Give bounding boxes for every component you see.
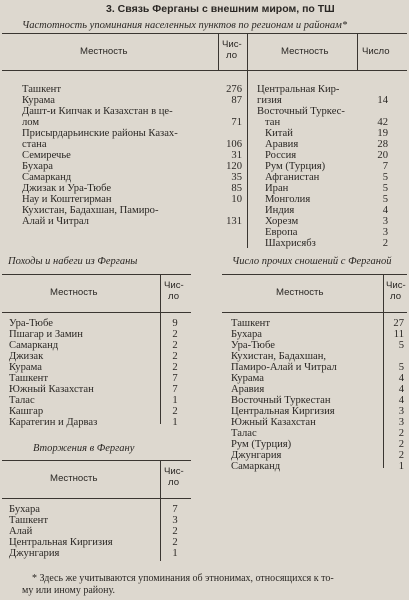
place-cell: Самарканд (9, 340, 59, 351)
count-cell: 5 (382, 183, 388, 194)
count-cell: 7 (382, 161, 388, 172)
count-column (166, 504, 184, 559)
count-cell: 42 (377, 117, 388, 128)
count-cell: 1 (172, 417, 178, 428)
count-cell: 2 (398, 439, 404, 450)
table-rule (222, 312, 407, 313)
header-place: Местность (80, 46, 128, 57)
place-cell: гизия (257, 95, 282, 106)
place-cell: Аравия (265, 139, 299, 150)
count-cell (212, 205, 242, 216)
count-cell: 120 (226, 161, 242, 172)
count-cell: 5 (398, 340, 404, 351)
place-column (231, 318, 337, 472)
count-cell: 7 (172, 373, 178, 384)
place-cell: Пшагар и Замин (9, 329, 83, 340)
count-cell: 2 (398, 450, 404, 461)
place-cell: Джунгария (9, 548, 60, 559)
place-cell: Восточный Туркестан (231, 395, 331, 406)
count-cell: 5 (382, 172, 388, 183)
column-rule (247, 33, 248, 248)
count-cell: 5 (398, 362, 404, 373)
table-rule (2, 498, 191, 499)
place-cell: Присырдарьинские районы Казах- (22, 128, 178, 139)
count-cell: 28 (377, 139, 388, 150)
place-column (9, 504, 113, 559)
column-rule (160, 460, 161, 561)
count-cell: 2 (398, 428, 404, 439)
count-cell (368, 106, 388, 117)
count-cell: 35 (231, 172, 242, 183)
count-cell: 31 (231, 150, 242, 161)
place-cell: Ташкент (22, 84, 61, 95)
count-cell: 14 (377, 95, 388, 106)
place-cell: Китай (265, 128, 293, 139)
place-cell: Кухистан, Бадахшан, (231, 351, 327, 362)
count-cell: 2 (172, 340, 178, 351)
count-cell: 2 (172, 526, 178, 537)
count-cell: 20 (377, 150, 388, 161)
header-count: ло (168, 291, 180, 302)
count-cell: 3 (398, 406, 404, 417)
place-cell: Центральная Кир- (257, 84, 340, 95)
count-cell: 85 (231, 183, 242, 194)
place-cell: Джизак и Ура-Тюбе (22, 183, 112, 194)
count-cell: 131 (226, 216, 242, 227)
main-table-subtitle: Частотность упоминания населенных пунктов по регионам и районам* (22, 20, 348, 31)
count-cell: 7 (172, 504, 178, 515)
place-cell: Ташкент (9, 515, 48, 526)
place-cell: Памиро-Алай и Читрал (231, 362, 337, 373)
place-cell: Дашт-и Кипчак и Казахстан в це- (22, 106, 173, 117)
count-column (386, 318, 404, 472)
table-rule (2, 274, 191, 275)
place-cell: Россия (265, 150, 297, 161)
header-place: Местность (50, 287, 98, 298)
place-cell: Алай и Читрал (22, 216, 89, 227)
column-rule (160, 274, 161, 424)
count-cell: 2 (172, 406, 178, 417)
place-column (22, 84, 178, 227)
count-cell: 2 (382, 238, 388, 249)
header-place: Местность (50, 473, 98, 484)
place-cell: Талас (9, 395, 35, 406)
invasions-table-title: Вторжения в Фергану (33, 443, 135, 454)
count-cell: 3 (398, 417, 404, 428)
count-cell: 2 (172, 362, 178, 373)
place-cell: Курама (22, 95, 55, 106)
place-cell: Самарканд (231, 461, 281, 472)
place-cell: Нау и Коштегирман (22, 194, 112, 205)
place-cell: Рум (Турция) (265, 161, 326, 172)
footnote: му или иному району. (22, 585, 116, 596)
place-cell: Ташкент (9, 373, 48, 384)
header-count: ло (226, 50, 238, 61)
place-cell: стана (22, 139, 47, 150)
place-cell: Алай (9, 526, 33, 537)
place-cell: Ташкент (231, 318, 270, 329)
place-cell: Центральная Киргизия (231, 406, 335, 417)
column-rule (218, 33, 219, 70)
place-cell: Бухара (22, 161, 53, 172)
header-count: Число (362, 46, 390, 57)
other-table-title: Число прочих сношений с Ферганой (232, 256, 392, 267)
place-cell: Ура-Тюбе (231, 340, 275, 351)
place-cell: Центральная Киргизия (9, 537, 113, 548)
count-cell: 10 (231, 194, 242, 205)
place-cell: Южный Казахстан (9, 384, 94, 395)
header-count: Чис- (386, 280, 406, 291)
place-cell: Кашгар (9, 406, 44, 417)
table-rule (2, 460, 191, 461)
place-cell: Бухара (231, 329, 262, 340)
header-count: Чис- (164, 466, 184, 477)
place-cell: Курама (231, 373, 264, 384)
place-cell: Восточный Туркес- (257, 106, 345, 117)
count-cell: 1 (172, 395, 178, 406)
count-cell: 2 (172, 537, 178, 548)
place-cell: Курама (9, 362, 42, 373)
count-cell: 9 (172, 318, 178, 329)
table-rule (2, 33, 407, 34)
count-cell: 3 (172, 515, 178, 526)
count-cell: 11 (393, 329, 404, 340)
count-cell: 3 (382, 227, 388, 238)
count-cell: 87 (231, 95, 242, 106)
section-title: 3. Связь Ферганы с внешним миром, по ТШ (106, 3, 335, 15)
place-cell: Рум (Турция) (231, 439, 292, 450)
place-cell: Европа (265, 227, 298, 238)
column-rule (357, 33, 358, 70)
footnote: * Здесь же учитываются упоминания об этнонимах, относящихся к то- (32, 573, 334, 584)
header-place: Местность (281, 46, 329, 57)
count-cell: 4 (398, 384, 404, 395)
place-cell: Самарканд (22, 172, 72, 183)
place-column (9, 318, 97, 428)
count-column (212, 84, 242, 227)
count-cell (386, 351, 404, 362)
place-cell: Джизак (9, 351, 44, 362)
table-rule (2, 312, 191, 313)
place-cell: Индия (265, 205, 295, 216)
count-cell: 106 (226, 139, 242, 150)
place-cell: Хорезм (265, 216, 299, 227)
column-rule (383, 274, 384, 468)
place-cell: Каратегин и Дарваз (9, 417, 98, 428)
count-cell (368, 84, 388, 95)
place-cell: Южный Казахстан (231, 417, 316, 428)
header-place: Местность (276, 287, 324, 298)
place-cell: Джунгария (231, 450, 282, 461)
count-cell: 4 (398, 373, 404, 384)
count-cell: 276 (226, 84, 242, 95)
count-cell: 1 (172, 548, 178, 559)
count-cell: 2 (172, 329, 178, 340)
place-cell: Монголия (265, 194, 311, 205)
count-cell: 4 (382, 205, 388, 216)
count-cell (212, 128, 242, 139)
place-cell: Шахрисябз (265, 238, 316, 249)
count-column (166, 318, 184, 428)
count-cell: 27 (393, 318, 404, 329)
place-cell: Афганистан (265, 172, 320, 183)
count-cell: 5 (382, 194, 388, 205)
place-cell: тан (265, 117, 281, 128)
header-count: Чис- (222, 39, 242, 50)
count-cell: 19 (377, 128, 388, 139)
place-cell: Бухара (9, 504, 40, 515)
place-cell: Талас (231, 428, 257, 439)
place-cell: Ура-Тюбе (9, 318, 53, 329)
count-cell: 4 (398, 395, 404, 406)
count-cell: 1 (398, 461, 404, 472)
place-cell: Кухистан, Бадахшан, Памиро- (22, 205, 159, 216)
table-rule (2, 70, 407, 71)
header-count: ло (168, 477, 180, 488)
place-cell: Аравия (231, 384, 265, 395)
header-count: ло (390, 291, 402, 302)
table-rule (222, 274, 407, 275)
count-column (368, 84, 388, 249)
count-cell: 2 (172, 351, 178, 362)
place-cell: Иран (265, 183, 289, 194)
header-count: Чис- (164, 280, 184, 291)
place-cell: Семиречье (22, 150, 71, 161)
place-column (257, 84, 345, 249)
count-cell: 7 (172, 384, 178, 395)
place-cell: лом (22, 117, 40, 128)
count-cell: 3 (382, 216, 388, 227)
count-cell: 71 (231, 117, 242, 128)
raids-table-title: Походы и набеги из Ферганы (8, 256, 138, 267)
count-cell (212, 106, 242, 117)
